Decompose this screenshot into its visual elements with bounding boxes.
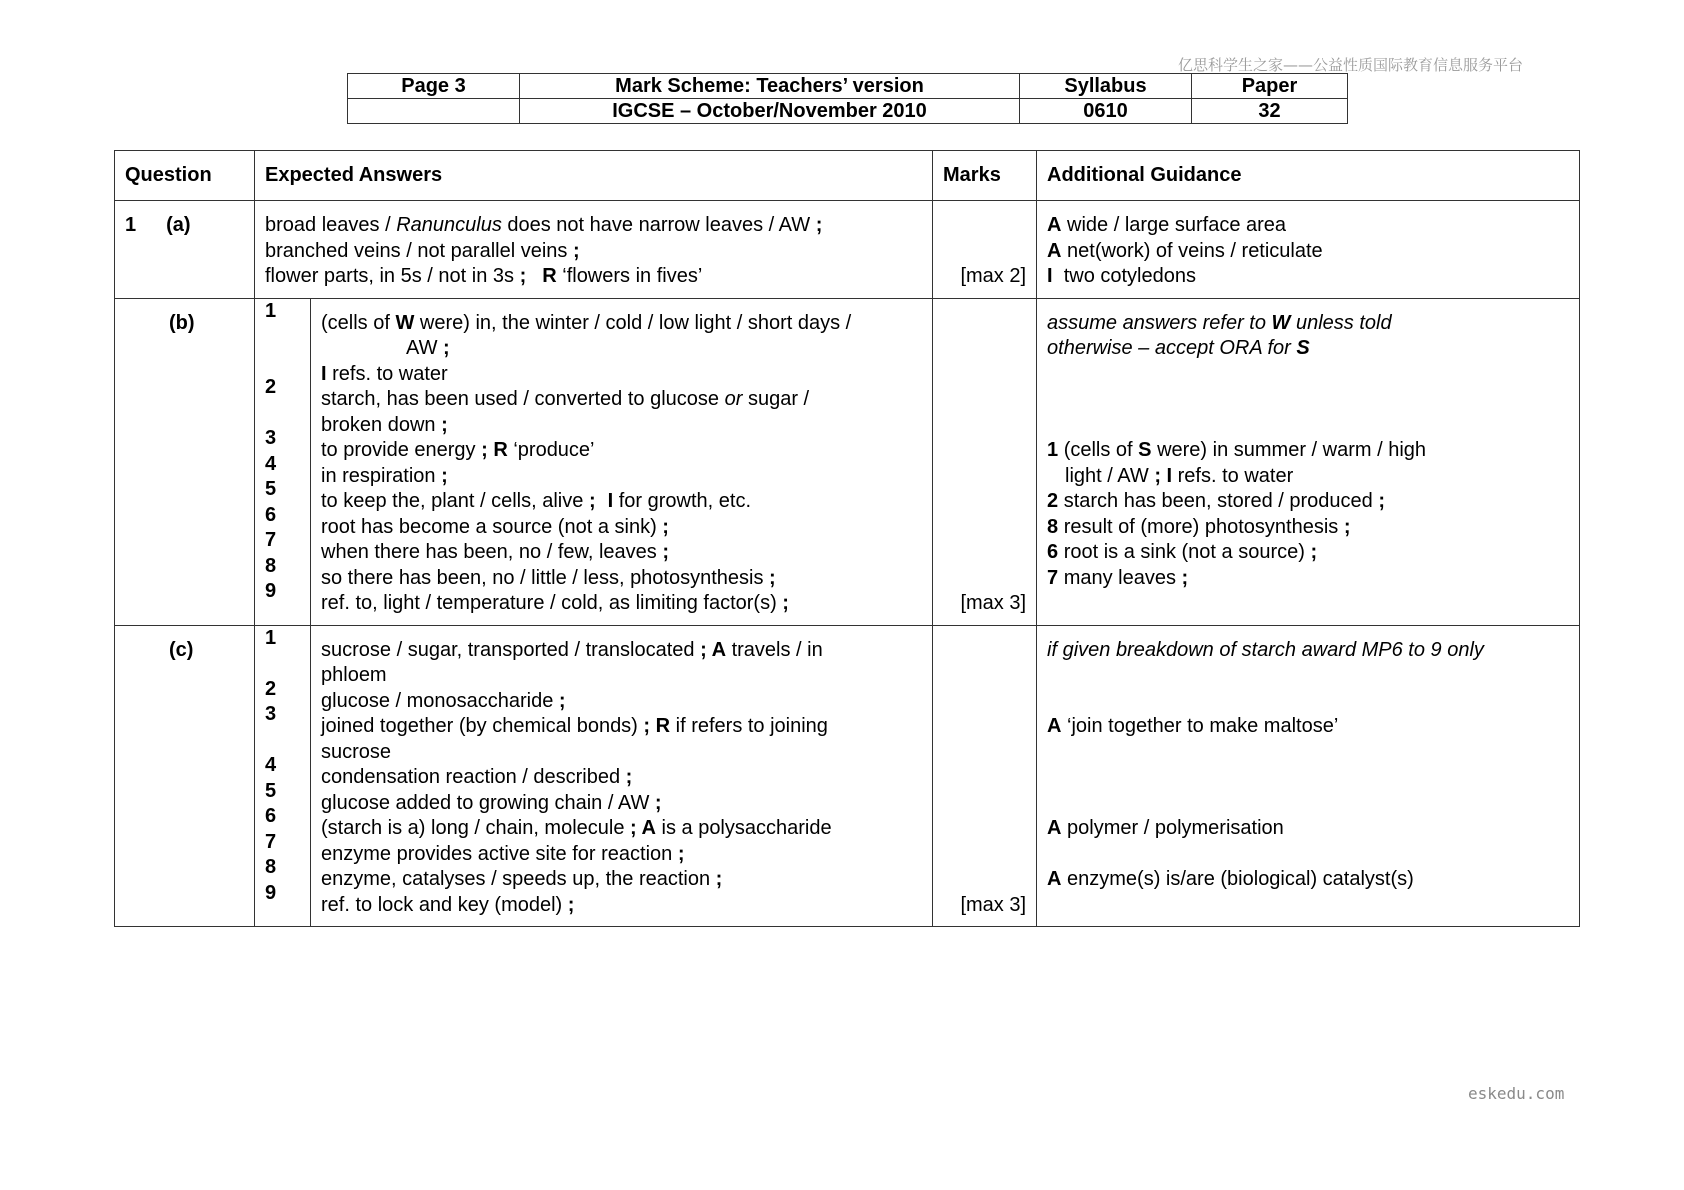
answer-text: enzyme, catalyses / speeds up, the reaction <box>321 868 716 890</box>
answer-text: R <box>542 265 557 287</box>
answer-text: ; R <box>643 715 671 737</box>
column-header-guidance: Additional Guidance <box>1037 151 1580 201</box>
answer-text: I <box>607 490 614 512</box>
answer-text: ; <box>715 868 723 890</box>
answer-text: if given breakdown of starch award MP6 to 9 only <box>1047 638 1484 661</box>
answer-text: ; <box>441 464 448 487</box>
answer-text: sugar / <box>742 388 810 410</box>
answer-text: starch has been, stored / produced <box>1058 490 1379 512</box>
answer-text: assume answers refer to <box>1047 311 1272 334</box>
text-line <box>321 438 922 464</box>
answer-text: to keep the, plant / cells, alive <box>321 490 589 512</box>
answer-text: 4 <box>265 452 277 475</box>
answer-text: I <box>1047 265 1053 287</box>
text-line <box>321 387 922 413</box>
answer-text: 7 <box>1047 566 1059 589</box>
answer-text: ; <box>769 566 776 589</box>
answer-text: glucose / monosaccharide <box>321 689 559 712</box>
answer-text: for growth, etc. <box>613 490 752 512</box>
text-line <box>321 893 922 919</box>
answer-text: or <box>724 388 743 410</box>
answer-text: so there has been, no / little / less, photosynthesis <box>321 566 770 589</box>
page-number: Page 3 <box>348 74 520 99</box>
answer-text: were) in, the winter / cold / low light / short days / <box>414 311 852 334</box>
answer-text: root is a sink (not a source) <box>1058 541 1311 563</box>
text-line <box>1047 816 1569 842</box>
answer-text: 8 <box>265 856 277 878</box>
question-label-1b <box>115 298 255 625</box>
syllabus-label: Syllabus <box>1020 74 1192 99</box>
answer-text: flower parts, in 5s / not in 3s <box>265 265 520 287</box>
answer-text: to provide energy <box>321 439 482 461</box>
column-header-marks: Marks <box>933 151 1037 201</box>
answer-text: broken down <box>321 413 442 436</box>
answer-text: unless told <box>1290 311 1392 334</box>
line-spacer <box>1047 387 1569 413</box>
answer-text: 8 <box>265 554 277 577</box>
question-row-1c <box>115 625 1580 927</box>
text-line <box>321 591 922 617</box>
answer-text: ; <box>815 214 823 236</box>
answer-text: ‘join together to make maltose’ <box>1061 715 1339 737</box>
answer-text: 9 <box>265 881 277 904</box>
answer-text: ref. to lock and key (model) <box>321 893 568 916</box>
answer-text: phloem <box>321 664 387 686</box>
marking-points-numbers-1b <box>255 298 311 625</box>
expected-answers-1c <box>311 625 933 927</box>
answer-text: [max 3] <box>960 893 1027 916</box>
text-line <box>321 336 922 362</box>
text-line <box>1047 213 1569 239</box>
answer-text: root has become a source (not a sink) <box>321 515 663 538</box>
text-line <box>321 566 922 592</box>
answer-text: ; <box>1378 490 1386 512</box>
answer-text: Ranunculus <box>396 214 502 236</box>
text-line <box>1047 566 1569 592</box>
answer-text: 2 <box>1047 490 1059 512</box>
answer-text: enzyme(s) is/are (biological) catalyst(s) <box>1061 868 1414 890</box>
text-line <box>1047 540 1569 566</box>
line-spacer <box>1047 663 1569 689</box>
answer-text: starch, has been used / converted to glucose <box>321 388 725 410</box>
answer-text: 7 <box>265 830 277 853</box>
exam-session: IGCSE – October/November 2010 <box>520 99 1020 124</box>
answer-text: W <box>395 311 415 334</box>
answer-text: ; <box>567 893 575 916</box>
answer-text: net(work) of veins / reticulate <box>1061 239 1323 262</box>
answer-text: ‘flowers in fives’ <box>556 265 703 287</box>
answer-text: S <box>1138 439 1152 461</box>
answer-text: A <box>1047 868 1062 890</box>
text-line <box>321 362 922 388</box>
line-spacer <box>1047 413 1569 439</box>
answer-text: ; A <box>630 817 656 839</box>
answer-text: joined together (by chemical bonds) <box>321 715 644 737</box>
answer-text: ; A <box>700 638 727 661</box>
answer-text: A <box>1047 214 1062 236</box>
text-line <box>321 867 922 893</box>
answer-text: ; <box>1343 515 1351 538</box>
answer-text: 5 <box>265 779 277 802</box>
answer-text: light / AW <box>1065 464 1155 487</box>
answer-text: otherwise – accept ORA for <box>1047 337 1297 359</box>
answer-text: polymer / polymerisation <box>1061 817 1284 839</box>
answer-text: enzyme provides active site for reaction <box>321 842 678 865</box>
answer-text: (cells of <box>321 311 396 334</box>
answer-text: ; <box>625 766 633 788</box>
answer-text: ; <box>782 592 789 614</box>
text-line <box>265 213 922 239</box>
text-line <box>321 689 922 715</box>
text-line <box>1047 464 1569 490</box>
answer-text: ; <box>654 791 662 814</box>
answer-text: when there has been, no / few, leaves <box>321 541 663 563</box>
text-line <box>265 239 922 265</box>
text-line <box>265 264 922 290</box>
text-line <box>1047 515 1569 541</box>
text-line <box>321 765 922 791</box>
answer-text: 6 <box>1047 541 1059 563</box>
answer-text: ; <box>1310 541 1318 563</box>
column-header-row <box>115 151 1580 201</box>
line-spacer <box>265 651 300 677</box>
answer-text: [max 3] <box>960 592 1027 614</box>
answer-text: 7 <box>265 529 277 551</box>
text-line <box>1047 714 1569 740</box>
text-line <box>321 311 922 337</box>
paper-label: Paper <box>1192 74 1348 99</box>
text-line <box>1047 438 1569 464</box>
line-spacer <box>265 324 300 350</box>
line-spacer <box>1047 740 1569 766</box>
text-line <box>1047 311 1569 337</box>
column-header-expected: Expected Answers <box>255 151 933 201</box>
answer-text: ref. to, light / temperature / cold, as limiting factor(s) <box>321 592 783 614</box>
header-table <box>347 73 1348 124</box>
question-label-1c <box>115 625 255 927</box>
guidance-1b <box>1037 298 1580 625</box>
answer-text: refs. to water <box>326 362 448 385</box>
answer-text: S <box>1296 337 1310 359</box>
text-line <box>1047 336 1569 362</box>
answer-text: (b) <box>169 311 195 334</box>
line-spacer <box>1047 362 1569 388</box>
answer-text: ; <box>662 541 670 563</box>
line-spacer <box>1047 842 1569 868</box>
answer-text: 5 <box>265 478 277 500</box>
answer-text: branched veins / not parallel veins <box>265 239 573 262</box>
answer-text: A <box>1047 715 1062 737</box>
answer-text: ; I <box>1154 464 1173 487</box>
answer-text: A <box>1047 817 1062 839</box>
paper-number: 32 <box>1192 99 1348 124</box>
answer-text: ; <box>662 515 669 538</box>
text-line <box>321 842 922 868</box>
answer-text: many leaves <box>1058 566 1182 589</box>
line-spacer <box>265 350 300 376</box>
answer-text: glucose added to growing chain / AW <box>321 791 655 814</box>
answer-text: 6 <box>265 503 277 526</box>
answer-text: ; <box>677 842 685 865</box>
document-title: Mark Scheme: Teachers’ version <box>520 74 1020 99</box>
watermark-bottom: eskedu.com <box>1468 1084 1565 1103</box>
answer-text: 3 <box>265 427 277 449</box>
text-line <box>321 791 922 817</box>
answer-text: 2 <box>265 677 277 700</box>
answer-text: were) in summer / warm / high <box>1151 439 1427 461</box>
answer-text: I <box>321 362 327 385</box>
answer-text: (c) <box>169 638 194 661</box>
answer-text: two cotyledons <box>1052 265 1196 287</box>
text-line <box>321 464 922 490</box>
text-line <box>321 515 922 541</box>
text-line <box>321 638 922 664</box>
line-spacer <box>1047 689 1569 715</box>
answer-text: 1 <box>265 299 277 322</box>
answer-text: AW <box>406 337 444 359</box>
mark-scheme-table <box>114 150 1580 927</box>
answer-text: [max 2] <box>960 265 1027 287</box>
watermark-top: 亿思科学生之家——公益性质国际教育信息服务平台 <box>1178 56 1524 74</box>
answer-text: 6 <box>265 805 277 827</box>
answer-text: refs. to water <box>1172 464 1294 487</box>
column-header-question: Question <box>115 151 255 201</box>
answer-text: 2 <box>265 376 277 398</box>
text-line <box>321 489 922 515</box>
question-row-1a <box>115 201 1580 299</box>
answer-text: broad leaves / <box>265 214 397 236</box>
text-line <box>125 213 244 239</box>
marks-1a <box>933 201 1037 299</box>
expected-answers-1b <box>311 298 933 625</box>
text-line <box>321 413 922 439</box>
answer-text: ; <box>588 490 596 512</box>
guidance-1c <box>1037 625 1580 927</box>
answer-text: if refers to joining <box>670 715 828 737</box>
question-label-1a <box>115 201 255 299</box>
text-line <box>321 816 922 842</box>
line-spacer <box>265 401 300 427</box>
answer-text: W <box>1271 311 1291 334</box>
answer-text: wide / large surface area <box>1061 214 1287 236</box>
answer-text: 4 <box>265 754 277 776</box>
syllabus-code: 0610 <box>1020 99 1192 124</box>
answer-text: ; <box>441 413 448 436</box>
line-spacer <box>1047 765 1569 791</box>
answer-text: A <box>1047 239 1062 262</box>
answer-text: ; <box>519 265 527 287</box>
marking-points-numbers-1c <box>255 625 311 927</box>
expected-answers-1a <box>255 201 933 299</box>
text-line <box>1047 264 1569 290</box>
text-line <box>1047 239 1569 265</box>
answer-text: ‘produce’ <box>507 439 595 461</box>
answer-text: ; <box>572 239 580 262</box>
answer-text: is a polysaccharide <box>655 817 832 839</box>
line-spacer <box>1047 791 1569 817</box>
marks-1c <box>933 625 1037 927</box>
answer-text: ; <box>1181 566 1189 589</box>
header-blank-cell <box>348 99 520 124</box>
text-line <box>321 714 922 740</box>
marks-1b <box>933 298 1037 625</box>
answer-text: ; R <box>481 439 508 461</box>
answer-text: travels / in <box>726 638 823 661</box>
answer-text: (cells of <box>1058 439 1139 461</box>
question-part: (a) <box>166 214 191 236</box>
answer-text: ; <box>558 689 566 712</box>
answer-text: 3 <box>265 703 277 725</box>
answer-text: sucrose <box>321 740 392 763</box>
text-line <box>1047 489 1569 515</box>
answer-text: (starch is a) long / chain, molecule <box>321 817 631 839</box>
answer-text: sucrose / sugar, transported / translocated <box>321 638 701 661</box>
answer-text: 8 <box>1047 515 1059 538</box>
text-line <box>1047 867 1569 893</box>
text-line <box>321 540 922 566</box>
answer-text: result of (more) photosynthesis <box>1058 515 1344 538</box>
answer-text: 1 <box>265 626 277 649</box>
answer-text: condensation reaction / described <box>321 766 626 788</box>
answer-text: ; <box>443 337 450 359</box>
line-spacer <box>265 728 300 754</box>
answer-text: 9 <box>265 580 277 602</box>
answer-text: does not have narrow leaves / AW <box>501 214 816 236</box>
question-number: 1 <box>125 214 137 236</box>
question-row-1b <box>115 298 1580 625</box>
answer-text: 1 <box>1047 439 1059 461</box>
answer-text: in respiration <box>321 464 442 487</box>
guidance-1a <box>1037 201 1580 299</box>
